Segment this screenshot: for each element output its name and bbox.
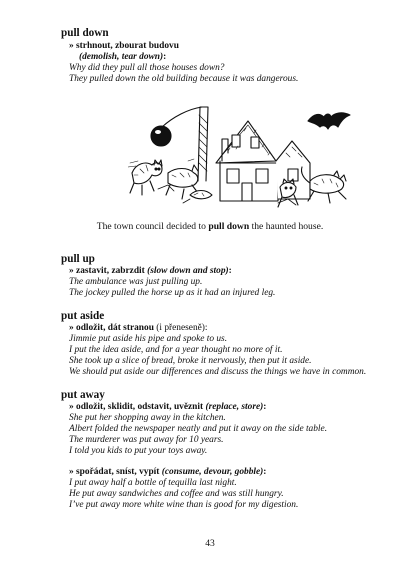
meaning-colon: : — [163, 52, 167, 62]
illustration-caption — [0, 221, 420, 233]
meaning-czech: » spořádat, sníst, vypít — [69, 467, 162, 477]
entry-meaning-put-aside — [69, 323, 208, 334]
entry-meaning-en-pull-down — [79, 52, 166, 63]
meaning-czech: » zastavit, zabrzdit — [69, 266, 148, 276]
haunted-house-illustration — [128, 103, 358, 215]
meaning-czech: » odložit, dát stranou — [69, 323, 154, 333]
meaning-czech: » odložit, sklidit, odstavit, uvěznit — [69, 402, 206, 412]
example-sentence: We should put aside our differences and discuss the things we have in common. — [69, 367, 367, 377]
entry-meaning-put-away-2 — [69, 467, 266, 478]
page-number: 43 — [205, 538, 215, 549]
caption-text-before: The town council decided to — [96, 221, 209, 232]
meaning-colon: : — [263, 402, 267, 412]
example-sentence: Albert folded the newspaper neatly and put it away on the side table. — [69, 424, 328, 434]
entry-meaning-pull-up — [69, 266, 232, 277]
meaning-english: (replace, store) — [205, 402, 264, 412]
entry-heading-pull-down: pull down — [61, 27, 109, 39]
entry-heading-put-away: put away — [61, 389, 105, 401]
entry-heading-pull-up: pull up — [61, 253, 95, 265]
entry-meaning-pull-down — [69, 41, 179, 52]
entry-heading-put-aside: put aside — [61, 310, 105, 322]
example-sentence: She took up a slice of bread, broke it nervously, then put it aside. — [69, 356, 312, 366]
meaning-note: (i přeneseně): — [153, 323, 208, 333]
meaning-colon: : — [263, 467, 267, 477]
example-sentence: I told you kids to put your toys away. — [69, 446, 208, 456]
example-sentence: She put her shopping away in the kitchen. — [69, 413, 226, 423]
meaning-english: (slow down and stop) — [147, 266, 229, 276]
example-sentence: The ambulance was just pulling up. — [69, 277, 203, 287]
entry-meaning-put-away-1 — [69, 402, 266, 413]
example-sentence: The jockey pulled the horse up as it had an injured leg. — [69, 288, 276, 298]
example-sentence: I put the idea aside, and for a year thought no more of it. — [69, 345, 283, 355]
meaning-english: (demolish, tear down) — [79, 52, 164, 62]
meaning-colon: : — [228, 266, 232, 276]
example-sentence: I put away half a bottle of tequilla last night. — [69, 478, 237, 488]
example-sentence: I’ve put away more white wine than is good for my digestion. — [69, 500, 299, 510]
example-sentence: They pulled down the old building because it was dangerous. — [69, 74, 299, 84]
example-sentence: Jimmie put aside his pipe and spoke to us. — [69, 334, 228, 344]
meaning-czech: » strhnout, zbourat budovu — [69, 41, 179, 51]
caption-text-after: the haunted house. — [249, 221, 324, 232]
example-sentence: He put away sandwiches and coffee and was still hungry. — [69, 489, 284, 499]
example-sentence: The murderer was put away for 10 years. — [69, 435, 224, 445]
meaning-english: (consume, devour, gobble) — [161, 467, 264, 477]
example-sentence: Why did they pull all those houses down? — [69, 63, 225, 73]
caption-phrasal-verb: pull down — [208, 221, 250, 232]
